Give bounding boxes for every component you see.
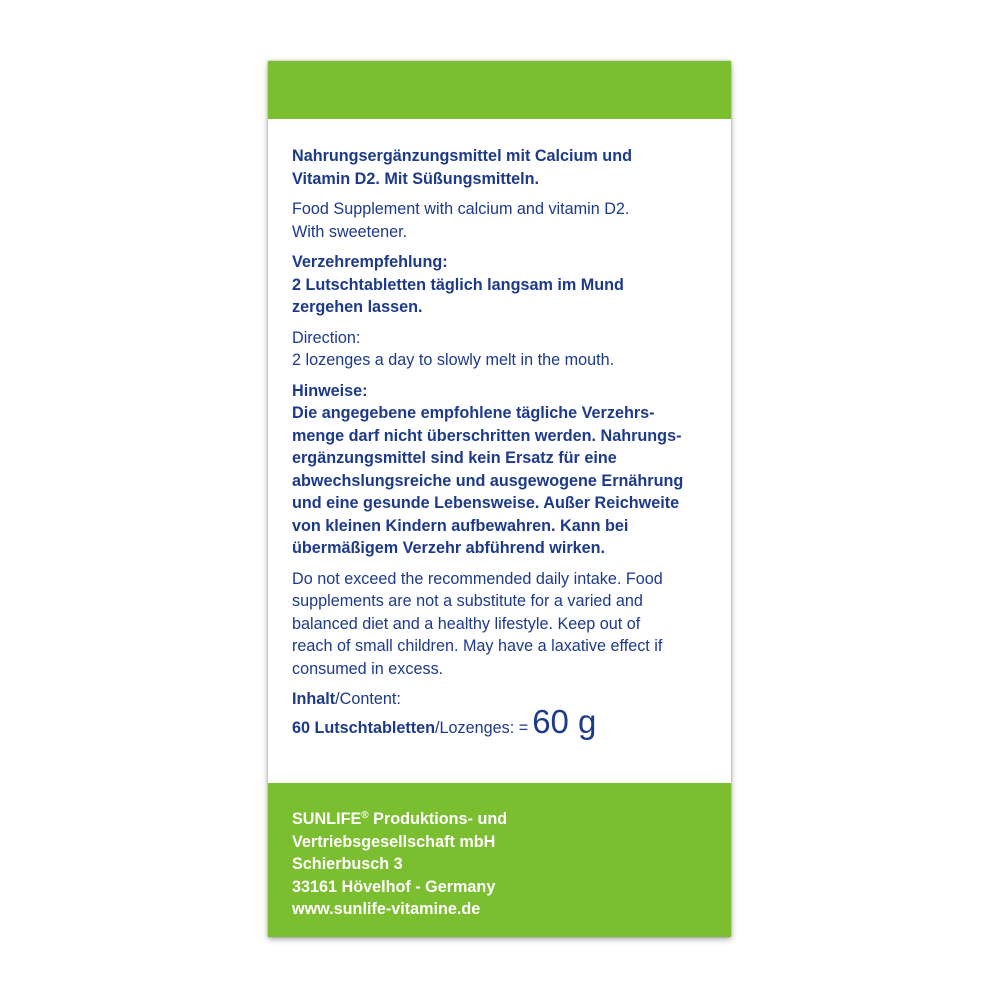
english-title: Food Supplement with calcium and vitamin D2. With sweetener. [292, 200, 630, 241]
company-address [292, 808, 712, 921]
notes-de-heading: Hinweise: [292, 381, 368, 400]
contents-label-de: Inhalt [292, 690, 336, 708]
contents-count-en: /Lozenges: = [435, 718, 529, 737]
contents-amount-row [292, 702, 722, 740]
notes-en-text: Do not exceed the recommended daily intake. Food supplements are not a substitute for a varied and balanced diet and a healthy lifestyle. Keep out of reach of small children. May have a laxative effect if consumed in excess. [292, 569, 663, 678]
dosage-de-text: 2 Lutschtabletten täglich langsam im Mund zergehen lassen. [292, 275, 624, 316]
label-text-block [292, 145, 722, 739]
german-title: Nahrungsergänzungsmittel mit Calcium und Vitamin D2. Mit Süßungsmitteln. [292, 147, 632, 188]
product-label [268, 61, 731, 937]
company-line-1 [292, 808, 712, 831]
company-website: www.sunlife-vitamine.de [292, 900, 481, 918]
contents-label [292, 688, 722, 711]
dosage-en-heading: Direction: [292, 328, 361, 347]
company-city: 33161 Hövelhof - Germany [292, 877, 496, 896]
net-amount: 60 g [532, 702, 597, 740]
notes-de-text: Die angegebene empfohlene tägliche Verzehrs- menge darf nicht überschritten werden. Nahrungs- ergänzungsmittel sind kein Ersatz für eine abwechslungsreiche und ausgewogene Ernährung und eine gesunde Lebensweise. Außer Reichweite von kleinen Kindern aufbewahren. Kann bei übermäßigem Verzehr abführend wirken. [292, 404, 684, 557]
company-line-1-rest: Produktions- und [368, 810, 508, 828]
top-green-band [268, 61, 731, 119]
contents-count-de: 60 Lutschtabletten [292, 718, 436, 737]
company-brand: SUNLIFE [292, 810, 362, 828]
registered-mark: ® [361, 810, 369, 821]
company-street: Schierbusch 3 [292, 855, 403, 873]
dosage-de-heading: Verzehrempfehlung: [292, 253, 448, 271]
dosage-en-text: 2 lozenges a day to slowly melt in the mouth. [292, 351, 615, 369]
company-line-2: Vertriebsgesellschaft mbH [292, 832, 496, 851]
contents-label-en: /Content: [335, 690, 401, 708]
